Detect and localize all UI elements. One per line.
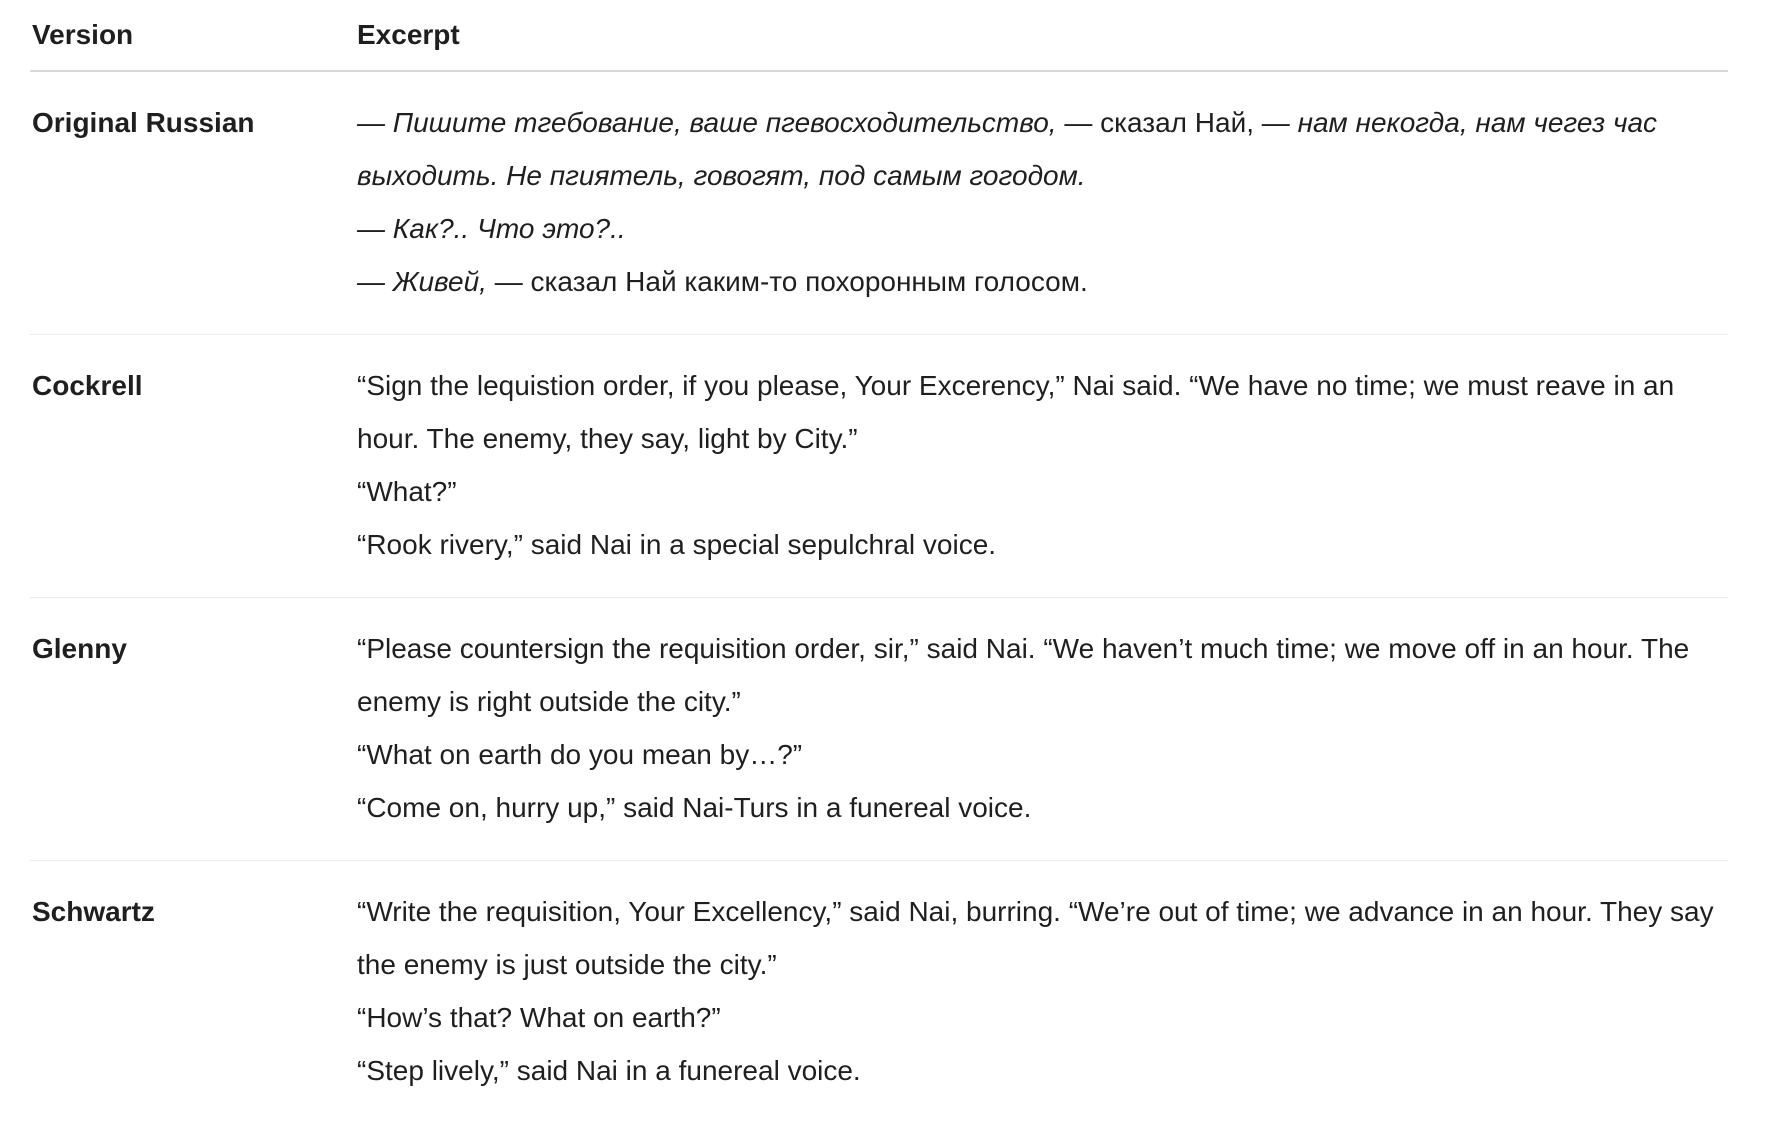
excerpt-line: “Rook rivery,” said Nai in a special sepulchral voice. bbox=[357, 518, 1726, 571]
comparison-document bbox=[30, 0, 1728, 1123]
excerpt-line: “Please countersign the requisition order, sir,” said Nai. “We haven’t much time; we move off in an hour. The enemy is right outside the city.” bbox=[357, 622, 1726, 728]
excerpt-plain-text: — сказал Най, bbox=[1057, 107, 1262, 138]
version-cell: Glenny bbox=[30, 598, 355, 861]
version-cell: Schwartz bbox=[30, 861, 355, 1123]
table-row-glenny bbox=[30, 598, 1728, 861]
column-header-excerpt: Excerpt bbox=[355, 0, 1728, 71]
excerpt-line bbox=[357, 255, 1726, 308]
excerpt-cell bbox=[355, 335, 1728, 598]
table-header bbox=[30, 0, 1728, 71]
excerpt-italic-text: — Пишите тгебование, ваше пгевосходительство, bbox=[357, 107, 1057, 138]
excerpt-cell bbox=[355, 861, 1728, 1123]
version-cell: Cockrell bbox=[30, 335, 355, 598]
excerpt-line: “Come on, hurry up,” said Nai-Turs in a funereal voice. bbox=[357, 781, 1726, 834]
table-row-original-russian bbox=[30, 71, 1728, 335]
column-header-version: Version bbox=[30, 0, 355, 71]
excerpt-italic-text: — нам некогда, нам чегез час выходить. Не пгиятель, говогят, под самым гогодом. bbox=[357, 107, 1657, 191]
table-row-schwartz bbox=[30, 861, 1728, 1123]
table-body bbox=[30, 71, 1728, 1123]
excerpt-plain-text: — сказал Най каким-то похоронным голосом. bbox=[487, 266, 1088, 297]
excerpt-cell bbox=[355, 71, 1728, 335]
excerpt-line: “How’s that? What on earth?” bbox=[357, 991, 1726, 1044]
excerpt-line: “Write the requisition, Your Excellency,” said Nai, burring. “We’re out of time; we advance in an hour. They say the enemy is just outside the city.” bbox=[357, 885, 1726, 991]
translation-comparison-table bbox=[30, 0, 1728, 1123]
header-row bbox=[30, 0, 1728, 71]
excerpt-cell bbox=[355, 598, 1728, 861]
excerpt-line: “What?” bbox=[357, 465, 1726, 518]
excerpt-italic-text: — Как?.. Что это?.. bbox=[357, 213, 626, 244]
excerpt-line bbox=[357, 202, 1726, 255]
excerpt-line bbox=[357, 96, 1726, 202]
excerpt-line: “Step lively,” said Nai in a funereal voice. bbox=[357, 1044, 1726, 1097]
excerpt-line: “Sign the lequistion order, if you please, Your Excerency,” Nai said. “We have no time; we must reave in an hour. The enemy, they say, light by City.” bbox=[357, 359, 1726, 465]
table-row-cockrell bbox=[30, 335, 1728, 598]
version-cell: Original Russian bbox=[30, 71, 355, 335]
excerpt-italic-text: — Живей, bbox=[357, 266, 487, 297]
excerpt-line: “What on earth do you mean by…?” bbox=[357, 728, 1726, 781]
